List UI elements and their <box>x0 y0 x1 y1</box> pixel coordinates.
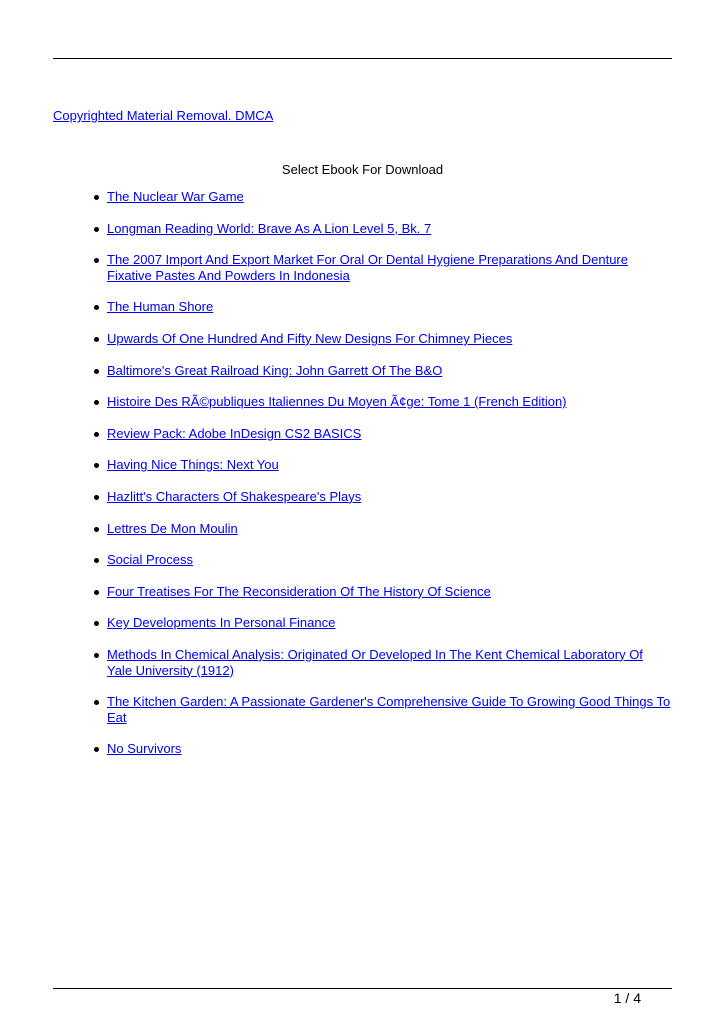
ebook-link[interactable]: Upwards Of One Hundred And Fifty New Designs For Chimney Pieces <box>107 330 513 346</box>
list-item <box>91 457 671 473</box>
page-number: 1 / 4 <box>613 990 641 1006</box>
bullet-icon <box>94 463 99 468</box>
list-item <box>91 489 671 505</box>
bullet-icon <box>94 369 99 374</box>
ebook-list <box>91 189 671 773</box>
bullet-icon <box>94 558 99 563</box>
list-item <box>91 189 671 205</box>
bullet-icon <box>94 195 99 200</box>
dmca-link[interactable]: Copyrighted Material Removal. DMCA <box>53 108 274 123</box>
ebook-link[interactable]: Hazlitt's Characters Of Shakespeare's Plays <box>107 488 362 504</box>
ebook-link[interactable]: No Survivors <box>107 741 182 757</box>
list-item <box>91 552 671 568</box>
bullet-icon <box>94 747 99 752</box>
ebook-link[interactable]: The 2007 Import And Export Market For Oral Or Dental Hygiene Preparations And Denture Fixative Pastes And Powders In Indonesia <box>107 252 628 283</box>
list-item <box>91 363 671 379</box>
ebook-link[interactable]: The Kitchen Garden: A Passionate Gardener's Comprehensive Guide To Growing Good Things To Eat <box>107 694 671 725</box>
bullet-icon <box>94 700 99 705</box>
ebook-link[interactable]: Baltimore's Great Railroad King: John Garrett Of The B&O <box>107 362 443 378</box>
page-heading: Select Ebook For Download <box>281 162 444 177</box>
bullet-icon <box>94 305 99 310</box>
bullet-icon <box>94 400 99 405</box>
bullet-icon <box>94 621 99 626</box>
list-item <box>91 584 671 600</box>
ebook-link[interactable]: Longman Reading World: Brave As A Lion Level 5, Bk. 7 <box>107 220 432 236</box>
ebook-link[interactable]: Histoire Des RÃ©publiques Italiennes Du Moyen Ã¢ge: Tome 1 (French Edition) <box>107 394 567 410</box>
list-item <box>91 615 671 631</box>
bullet-icon <box>94 227 99 232</box>
bullet-icon <box>94 495 99 500</box>
list-item <box>91 394 671 410</box>
list-item <box>91 694 671 725</box>
ebook-link[interactable]: Social Process <box>107 552 193 568</box>
ebook-link[interactable]: Four Treatises For The Reconsideration Of The History Of Science <box>107 583 491 599</box>
list-item <box>91 331 671 347</box>
bullet-icon <box>94 432 99 437</box>
list-item <box>91 521 671 537</box>
ebook-link[interactable]: Key Developments In Personal Finance <box>107 615 336 631</box>
ebook-link[interactable]: Review Pack: Adobe InDesign CS2 BASICS <box>107 425 362 441</box>
list-item <box>91 221 671 237</box>
ebook-link[interactable]: Lettres De Mon Moulin <box>107 520 238 536</box>
bullet-icon <box>94 337 99 342</box>
footer-divider <box>53 988 672 989</box>
ebook-link[interactable]: Methods In Chemical Analysis: Originated Or Developed In The Kent Chemical Laboratory Of Yale University (1912) <box>107 646 643 678</box>
bullet-icon <box>94 258 99 263</box>
bullet-icon <box>94 527 99 532</box>
list-item <box>91 299 671 315</box>
header-divider <box>53 58 672 59</box>
bullet-icon <box>94 590 99 595</box>
list-item <box>91 647 671 678</box>
ebook-link[interactable]: The Human Shore <box>107 299 214 315</box>
ebook-link[interactable]: The Nuclear War Game <box>107 189 244 204</box>
ebook-link[interactable]: Having Nice Things: Next You <box>107 457 279 473</box>
list-item <box>91 426 671 442</box>
list-item <box>91 741 671 757</box>
bullet-icon <box>94 653 99 658</box>
list-item <box>91 252 671 283</box>
